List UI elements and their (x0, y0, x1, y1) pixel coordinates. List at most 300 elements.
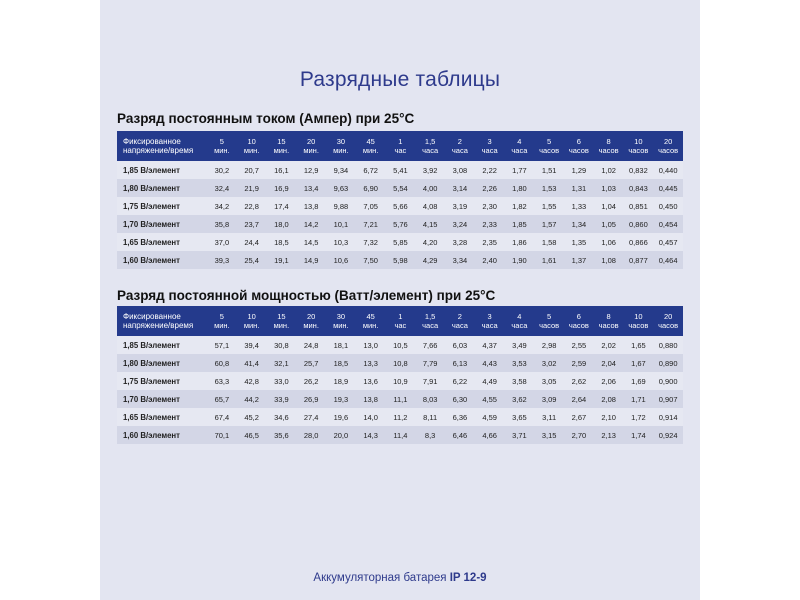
table-cell: 2,22 (482, 165, 497, 175)
header-cell-duration (326, 306, 356, 336)
table-row (117, 408, 683, 426)
duration-value: 10 (634, 137, 643, 146)
table-cell: 63,3 (214, 376, 230, 386)
table-cell: 19,1 (274, 255, 289, 265)
table-cell: 13,3 (363, 358, 378, 368)
table-cell: 0,457 (658, 237, 678, 247)
table-cell: 9,63 (333, 183, 349, 193)
duration-value: 45 (366, 312, 375, 321)
duration-value: 8 (606, 137, 611, 146)
table-cell: 1,04 (601, 201, 616, 211)
table-cell: 0,843 (628, 183, 648, 193)
duration-unit: мин. (214, 146, 230, 155)
duration-unit: часов (568, 146, 589, 155)
header-cell-duration (267, 306, 297, 336)
table-cell: 3,53 (512, 358, 527, 368)
table-cell: 0,890 (658, 358, 678, 368)
table-cell: 7,79 (422, 358, 438, 368)
table-cell: 20,0 (333, 430, 349, 440)
table-cell: 5,85 (393, 237, 408, 247)
duration-unit: часа (511, 146, 528, 155)
table-cell: 2,59 (571, 358, 587, 368)
table-cell: 1,35 (571, 237, 587, 247)
table-cell: 0,851 (628, 201, 648, 211)
table-row (117, 426, 683, 444)
table-cell: 3,34 (452, 255, 468, 265)
table-cell: 1,61 (541, 255, 557, 265)
table-cell: 4,59 (482, 412, 497, 422)
table-cell: 16,9 (274, 183, 289, 193)
table-cell: 45,2 (244, 412, 259, 422)
table-cell: 27,4 (303, 412, 319, 422)
table-cell: 3,71 (512, 430, 527, 440)
table-cell: 7,21 (363, 219, 378, 229)
table-cell: 6,90 (363, 183, 378, 193)
duration-unit: часов (598, 146, 619, 155)
table-cell: 6,22 (452, 376, 468, 386)
row-label-voltage: 1,65 В/элемент (123, 412, 180, 422)
table-cell: 4,08 (422, 201, 438, 211)
duration-unit: мин. (273, 321, 290, 330)
row-label-voltage: 1,70 В/элемент (123, 219, 180, 229)
table-row (117, 179, 683, 197)
duration-unit: часов (539, 321, 560, 330)
table-cell: 23,7 (244, 219, 259, 229)
table-cell: 35,8 (214, 219, 230, 229)
table-cell: 14,5 (303, 237, 319, 247)
table-cell: 2,98 (541, 340, 557, 350)
table-cell: 30,2 (214, 165, 230, 175)
page-title: Разрядные таблицы (299, 68, 501, 91)
content-panel (100, 0, 700, 600)
table-cell: 0,900 (658, 376, 678, 386)
table-cell: 5,54 (393, 183, 408, 193)
header-cell-duration (237, 131, 267, 161)
table-cell: 13,0 (363, 340, 378, 350)
duration-unit: мин. (333, 146, 349, 155)
table-cell: 0,454 (658, 219, 678, 229)
table-cell: 11,2 (393, 412, 408, 422)
table-cell: 4,43 (482, 358, 497, 368)
table-cell: 1,71 (631, 394, 646, 404)
duration-unit: мин. (362, 146, 379, 155)
table-cell: 3,15 (541, 430, 557, 440)
table-cell: 32,4 (214, 183, 230, 193)
table-cell: 2,64 (571, 394, 587, 404)
duration-unit: часов (539, 146, 560, 155)
header-cell-duration (207, 306, 237, 336)
header-cell-duration (564, 131, 594, 161)
table-header-row (117, 131, 683, 161)
table-cell: 21,9 (244, 183, 259, 193)
table-cell: 60,8 (214, 358, 230, 368)
table-cell: 0,877 (628, 255, 648, 265)
table-cell: 19,3 (333, 394, 349, 404)
header-cell-duration (534, 306, 564, 336)
table-cell: 4,29 (422, 255, 438, 265)
header-cell-duration (564, 306, 594, 336)
header-cell-duration (386, 131, 416, 161)
table-cell: 6,72 (363, 165, 378, 175)
table-cell: 1,65 (631, 340, 646, 350)
table-cell: 13,8 (363, 394, 378, 404)
table-cell: 1,55 (541, 201, 557, 211)
table-cell: 3,24 (452, 219, 468, 229)
duration-value: 10 (634, 312, 643, 321)
duration-value: 30 (336, 137, 346, 146)
table-cell: 3,65 (512, 412, 527, 422)
table-cell: 0,907 (658, 394, 678, 404)
footer-model: IP 12-9 (449, 572, 487, 584)
table-cell: 2,02 (601, 340, 616, 350)
table-cell: 4,15 (422, 219, 438, 229)
table-cell: 24,4 (244, 237, 259, 247)
table-cell: 0,440 (658, 165, 678, 175)
table-cell: 0,832 (628, 165, 648, 175)
duration-value: 45 (366, 137, 375, 146)
table-cell: 0,914 (658, 412, 678, 422)
table-row (117, 354, 683, 372)
table-cell: 3,28 (452, 237, 468, 247)
table-row (117, 336, 683, 354)
header-cell-duration (594, 306, 624, 336)
duration-unit: мин. (273, 146, 290, 155)
table-cell: 2,06 (601, 376, 616, 386)
header-cell-duration (326, 131, 356, 161)
table-cell: 2,55 (571, 340, 587, 350)
table-cell: 28,0 (303, 430, 319, 440)
header-cell-voltage-time: Фиксированное напряжение/время (123, 137, 194, 155)
header-cell-duration (653, 131, 683, 161)
table-cell: 2,35 (482, 237, 497, 247)
duration-unit: часов (658, 321, 679, 330)
header-cell-duration (534, 131, 564, 161)
table-cell: 6,30 (452, 394, 468, 404)
duration-unit: часа (451, 321, 468, 330)
table-cell: 1,80 (512, 183, 527, 193)
table-cell: 10,1 (333, 219, 349, 229)
table-cell: 18,5 (274, 237, 289, 247)
header-cell-duration (356, 131, 386, 161)
table-cell: 26,9 (303, 394, 319, 404)
table-cell: 1,33 (571, 201, 587, 211)
duration-unit: мин. (362, 321, 379, 330)
table-cell: 3,08 (452, 165, 468, 175)
table-cell: 11,1 (393, 394, 408, 404)
table-cell: 46,5 (244, 430, 259, 440)
table-cell: 1,74 (631, 430, 646, 440)
table-cell: 6,03 (452, 340, 468, 350)
table-cell: 5,41 (393, 165, 408, 175)
table-cell: 10,6 (333, 255, 349, 265)
header-cell-duration (296, 131, 326, 161)
table-cell: 30,8 (274, 340, 289, 350)
header-cell-duration (386, 306, 416, 336)
table-row (117, 251, 683, 269)
table-cell: 2,40 (482, 255, 497, 265)
discharge-table-current (117, 131, 683, 269)
row-label-voltage: 1,85 В/элемент (123, 165, 180, 175)
table-cell: 11,4 (393, 430, 408, 440)
table-cell: 1,67 (631, 358, 646, 368)
table-cell: 9,88 (333, 201, 349, 211)
row-label-voltage: 1,80 В/элемент (123, 183, 180, 193)
table-cell: 41,4 (244, 358, 259, 368)
duration-value: 30 (336, 312, 346, 321)
table-cell: 34,2 (214, 201, 230, 211)
table-cell: 57,1 (214, 340, 230, 350)
table-header-row (117, 306, 683, 336)
table-cell: 7,05 (363, 201, 378, 211)
table-cell: 13,6 (363, 376, 378, 386)
row-label-voltage: 1,70 В/элемент (123, 394, 180, 404)
table-cell: 13,8 (303, 201, 319, 211)
table-cell: 4,37 (482, 340, 497, 350)
table-cell: 0,866 (628, 237, 648, 247)
table-cell: 1,69 (631, 376, 646, 386)
duration-unit: мин. (333, 321, 349, 330)
table-cell: 5,98 (393, 255, 408, 265)
table-cell: 0,860 (628, 219, 648, 229)
duration-unit: часа (511, 321, 528, 330)
table-row (117, 372, 683, 390)
table-cell: 3,02 (541, 358, 557, 368)
duration-value: 20 (306, 137, 316, 146)
section-title-current: Разряд постоянным током (Ампер) при 25°C (117, 111, 415, 126)
table-cell: 25,7 (303, 358, 319, 368)
header-cell-duration (356, 306, 386, 336)
header-cell-duration (505, 131, 535, 161)
table-row (117, 390, 683, 408)
table-cell: 1,05 (601, 219, 616, 229)
header-cell-duration (445, 131, 475, 161)
table-cell: 39,4 (244, 340, 259, 350)
duration-value: 3 (487, 137, 492, 146)
table-cell: 10,8 (393, 358, 408, 368)
header-cell-duration (267, 131, 297, 161)
table-cell: 33,0 (274, 376, 289, 386)
table-cell: 4,00 (422, 183, 438, 193)
duration-unit: часа (422, 321, 439, 330)
header-cell-duration (505, 306, 535, 336)
table-cell: 33,9 (274, 394, 289, 404)
table-row (117, 161, 683, 179)
duration-unit: часа (422, 146, 439, 155)
duration-unit: часа (451, 146, 468, 155)
duration-value: 5 (547, 137, 552, 146)
table-cell: 1,90 (512, 255, 527, 265)
table-cell: 67,4 (214, 412, 230, 422)
row-label-voltage: 1,75 В/элемент (123, 376, 180, 386)
row-label-voltage: 1,60 В/элемент (123, 430, 180, 440)
table-cell: 1,86 (512, 237, 527, 247)
duration-value: 1 (398, 137, 403, 146)
table-cell: 65,7 (214, 394, 230, 404)
table-cell: 3,09 (541, 394, 557, 404)
table-cell: 6,36 (452, 412, 468, 422)
discharge-table-power (117, 306, 683, 444)
header-cell-duration (594, 131, 624, 161)
table-cell: 1,03 (601, 183, 616, 193)
header-cell-duration (624, 131, 654, 161)
table-cell: 2,70 (571, 430, 587, 440)
table-cell: 2,04 (601, 358, 616, 368)
table-row (117, 233, 683, 251)
table-cell: 7,32 (363, 237, 378, 247)
table-cell: 6,13 (452, 358, 468, 368)
table-cell: 39,3 (214, 255, 230, 265)
table-cell: 10,5 (393, 340, 408, 350)
table-cell: 1,37 (571, 255, 587, 265)
duration-unit: мин. (214, 321, 230, 330)
table-cell: 3,49 (512, 340, 527, 350)
table-cell: 70,1 (214, 430, 230, 440)
table-cell: 2,62 (571, 376, 587, 386)
duration-value: 20 (663, 312, 673, 321)
table-cell: 1,72 (631, 412, 646, 422)
duration-unit: час (394, 321, 407, 330)
table-cell: 2,67 (571, 412, 587, 422)
duration-unit: часов (658, 146, 679, 155)
row-label-voltage: 1,85 В/элемент (123, 340, 180, 350)
duration-unit: мин. (243, 321, 260, 330)
table-cell: 1,58 (541, 237, 557, 247)
table-cell: 3,11 (542, 412, 557, 422)
duration-unit: часов (598, 321, 619, 330)
table-cell: 5,66 (393, 201, 408, 211)
header-cell-duration (237, 306, 267, 336)
duration-value: 1,5 (424, 137, 436, 146)
duration-value: 5 (219, 137, 224, 146)
table-cell: 34,6 (274, 412, 289, 422)
table-cell: 18,5 (333, 358, 349, 368)
table-cell: 6,46 (452, 430, 468, 440)
duration-unit: часов (628, 146, 649, 155)
table-cell: 3,58 (512, 376, 527, 386)
table-cell: 8,03 (422, 394, 438, 404)
duration-value: 15 (277, 312, 286, 321)
table-cell: 14,0 (363, 412, 378, 422)
table-cell: 32,1 (274, 358, 289, 368)
header-cell-duration (415, 131, 445, 161)
table-cell: 2,13 (601, 430, 616, 440)
duration-value: 20 (663, 137, 673, 146)
table-cell: 20,7 (244, 165, 259, 175)
table-cell: 2,10 (601, 412, 616, 422)
table-cell: 4,66 (482, 430, 497, 440)
table-cell: 1,77 (512, 165, 527, 175)
table-cell: 1,34 (571, 219, 587, 229)
section-title-power: Разряд постоянной мощностью (Ватт/элемент) при 25°C (117, 288, 496, 303)
duration-value: 1,5 (424, 312, 436, 321)
table-cell: 1,29 (571, 165, 587, 175)
duration-unit: мин. (303, 321, 319, 330)
table-cell: 2,30 (482, 201, 497, 211)
table-cell: 4,20 (422, 237, 438, 247)
duration-value: 8 (606, 312, 611, 321)
table-cell: 1,57 (541, 219, 557, 229)
duration-value: 10 (247, 137, 256, 146)
duration-value: 4 (517, 137, 522, 146)
table-cell: 10,3 (333, 237, 349, 247)
header-cell-duration (624, 306, 654, 336)
duration-value: 6 (576, 312, 581, 321)
table-cell: 4,49 (482, 376, 497, 386)
discharge-table (117, 131, 683, 269)
table-cell: 42,8 (244, 376, 259, 386)
table-cell: 3,62 (512, 394, 527, 404)
table-cell: 1,31 (571, 183, 587, 193)
table-cell: 24,8 (303, 340, 319, 350)
duration-unit: часов (568, 321, 589, 330)
table-cell: 26,2 (303, 376, 319, 386)
header-cell-voltage-time: Фиксированное напряжение/время (123, 312, 194, 330)
table-cell: 1,51 (541, 165, 557, 175)
table-cell: 5,76 (393, 219, 408, 229)
header-cell-duration (653, 306, 683, 336)
table-cell: 22,8 (244, 201, 259, 211)
row-label-voltage: 1,80 В/элемент (123, 358, 180, 368)
duration-value: 1 (398, 312, 403, 321)
duration-value: 15 (277, 137, 286, 146)
table-cell: 10,9 (393, 376, 408, 386)
table-cell: 18,9 (333, 376, 349, 386)
table-cell: 12,9 (303, 165, 319, 175)
footer-text: Аккумуляторная батарея (313, 572, 450, 584)
table-cell: 3,92 (422, 165, 438, 175)
table-cell: 4,55 (482, 394, 497, 404)
table-cell: 0,464 (658, 255, 678, 265)
duration-value: 10 (247, 312, 256, 321)
table-cell: 7,91 (422, 376, 438, 386)
table-cell: 3,19 (452, 201, 468, 211)
table-cell: 14,2 (303, 219, 319, 229)
duration-value: 3 (487, 312, 492, 321)
header-cell-duration (475, 131, 505, 161)
table-cell: 3,14 (452, 183, 468, 193)
table-cell: 17,4 (274, 201, 289, 211)
footer-caption (100, 572, 700, 584)
row-label-voltage: 1,65 В/элемент (123, 237, 180, 247)
table-cell: 7,66 (422, 340, 438, 350)
table-cell: 1,82 (512, 201, 527, 211)
table-cell: 37,0 (214, 237, 230, 247)
table-cell: 9,34 (333, 165, 349, 175)
duration-value: 5 (219, 312, 224, 321)
duration-value: 4 (517, 312, 522, 321)
duration-unit: мин. (243, 146, 260, 155)
header-cell-duration (296, 306, 326, 336)
table-cell: 3,05 (541, 376, 557, 386)
table-row (117, 215, 683, 233)
row-label-voltage: 1,75 В/элемент (123, 201, 180, 211)
table-cell: 0,450 (658, 201, 678, 211)
table-row (117, 197, 683, 215)
duration-value: 6 (576, 137, 581, 146)
table-cell: 2,26 (482, 183, 497, 193)
table-cell: 0,445 (658, 183, 678, 193)
duration-unit: часов (628, 321, 649, 330)
table-cell: 1,06 (601, 237, 616, 247)
table-cell: 7,50 (363, 255, 378, 265)
header-cell-duration (445, 306, 475, 336)
table-cell: 13,4 (303, 183, 319, 193)
discharge-table (117, 306, 683, 444)
table-cell: 1,02 (601, 165, 616, 175)
header-cell-duration (475, 306, 505, 336)
table-cell: 14,3 (363, 430, 378, 440)
table-cell: 8,3 (424, 430, 436, 440)
